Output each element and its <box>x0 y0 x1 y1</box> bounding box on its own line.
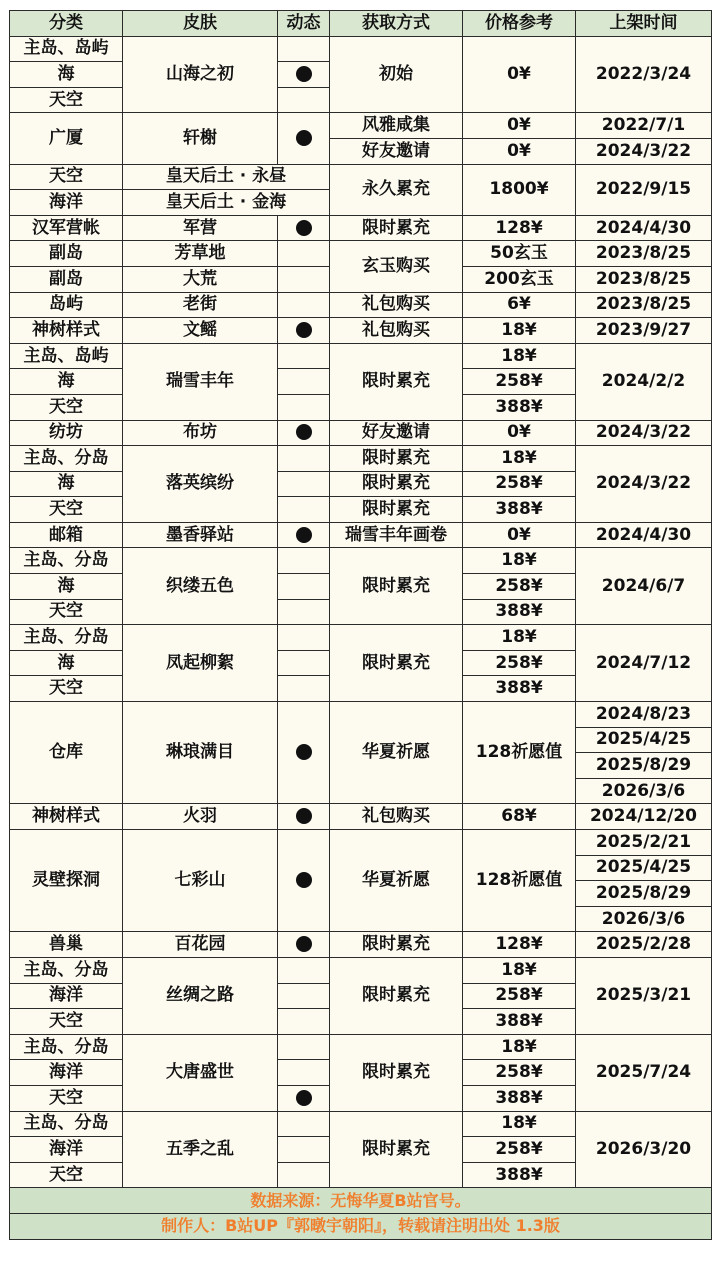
release-date-cell: 2024/8/23 <box>576 702 712 728</box>
skin-cell: 轩榭 <box>123 113 278 164</box>
table-row <box>10 804 712 830</box>
acquisition-cell: 风雅咸集 <box>330 113 463 139</box>
column-header-animated: 动态 <box>278 11 330 37</box>
category-cell: 主岛、岛屿 <box>10 343 123 369</box>
animated-cell <box>278 471 330 497</box>
table-row <box>10 36 712 62</box>
price-cell: 388¥ <box>463 497 576 523</box>
table-row <box>10 522 712 548</box>
acquisition-cell: 永久累充 <box>330 164 463 215</box>
animated-cell <box>278 983 330 1009</box>
column-header-category: 分类 <box>10 11 123 37</box>
animated-dot-icon <box>296 220 312 236</box>
acquisition-cell: 瑞雪丰年画卷 <box>330 522 463 548</box>
price-cell: 50玄玉 <box>463 241 576 267</box>
column-header-acquisition: 获取方式 <box>330 11 463 37</box>
acquisition-cell: 限时累充 <box>330 446 463 472</box>
price-cell: 258¥ <box>463 471 576 497</box>
acquisition-cell: 好友邀请 <box>330 138 463 164</box>
price-cell: 0¥ <box>463 138 576 164</box>
animated-dot-icon <box>296 872 312 888</box>
footer-row <box>10 1188 712 1214</box>
release-date-cell: 2026/3/20 <box>576 1111 712 1188</box>
skin-cell: 老街 <box>123 292 278 318</box>
category-cell: 广厦 <box>10 113 123 164</box>
acquisition-cell: 限时累充 <box>330 1111 463 1188</box>
release-date-cell: 2025/4/25 <box>576 727 712 753</box>
release-date-cell: 2025/7/24 <box>576 1034 712 1111</box>
release-date-cell: 2026/3/6 <box>576 906 712 932</box>
table-row <box>10 1034 712 1060</box>
price-cell: 388¥ <box>463 1009 576 1035</box>
skin-cell: 大荒 <box>123 266 278 292</box>
skin-cell: 布坊 <box>123 420 278 446</box>
category-cell: 天空 <box>10 1162 123 1188</box>
category-cell: 灵壁探洞 <box>10 830 123 932</box>
price-cell: 258¥ <box>463 650 576 676</box>
price-cell: 18¥ <box>463 957 576 983</box>
author-credit: 制作人：B站UP『郭暾宇朝阳』，转载请注明出处 1.3版 <box>10 1213 712 1239</box>
animated-cell <box>278 1111 330 1137</box>
table-row <box>10 932 712 958</box>
animated-dot-icon <box>296 744 312 760</box>
animated-cell <box>278 599 330 625</box>
category-cell: 天空 <box>10 497 123 523</box>
animated-cell <box>278 215 330 241</box>
category-cell: 天空 <box>10 1009 123 1035</box>
release-date-cell: 2024/6/7 <box>576 548 712 625</box>
animated-cell <box>278 266 330 292</box>
animated-cell <box>278 292 330 318</box>
price-cell: 388¥ <box>463 1162 576 1188</box>
release-date-cell: 2024/4/30 <box>576 522 712 548</box>
price-cell: 258¥ <box>463 574 576 600</box>
price-cell: 0¥ <box>463 522 576 548</box>
release-date-cell: 2022/3/24 <box>576 36 712 113</box>
animated-cell <box>278 241 330 267</box>
animated-cell <box>278 932 330 958</box>
animated-cell <box>278 957 330 983</box>
release-date-cell: 2023/8/25 <box>576 292 712 318</box>
price-cell: 18¥ <box>463 343 576 369</box>
animated-cell <box>278 625 330 651</box>
price-cell: 0¥ <box>463 113 576 139</box>
category-cell: 海洋 <box>10 983 123 1009</box>
animated-cell <box>278 676 330 702</box>
skin-table <box>9 10 712 1240</box>
category-cell: 邮箱 <box>10 522 123 548</box>
price-cell: 200玄玉 <box>463 266 576 292</box>
acquisition-cell: 限时累充 <box>330 471 463 497</box>
animated-dot-icon <box>296 936 312 952</box>
release-date-cell: 2025/4/25 <box>576 855 712 881</box>
table-row <box>10 830 712 856</box>
acquisition-cell: 礼包购买 <box>330 292 463 318</box>
category-cell: 仓库 <box>10 702 123 804</box>
release-date-cell: 2025/8/29 <box>576 881 712 907</box>
skin-cell: 军营 <box>123 215 278 241</box>
category-cell: 天空 <box>10 1085 123 1111</box>
price-cell: 0¥ <box>463 36 576 113</box>
acquisition-cell: 限时累充 <box>330 215 463 241</box>
animated-cell <box>278 318 330 344</box>
skin-cell: 文鳐 <box>123 318 278 344</box>
animated-dot-icon <box>296 424 312 440</box>
price-cell: 18¥ <box>463 1034 576 1060</box>
table-row <box>10 113 712 139</box>
category-cell: 天空 <box>10 164 123 190</box>
release-date-cell: 2026/3/6 <box>576 778 712 804</box>
category-cell: 主岛、分岛 <box>10 446 123 472</box>
acquisition-cell: 限时累充 <box>330 625 463 702</box>
release-date-cell: 2024/3/22 <box>576 446 712 523</box>
release-date-cell: 2022/7/1 <box>576 113 712 139</box>
skin-cell: 七彩山 <box>123 830 278 932</box>
animated-cell <box>278 1060 330 1086</box>
acquisition-cell: 好友邀请 <box>330 420 463 446</box>
category-cell: 海 <box>10 62 123 88</box>
animated-cell <box>278 343 330 369</box>
release-date-cell: 2025/3/21 <box>576 957 712 1034</box>
acquisition-cell: 华夏祈愿 <box>330 830 463 932</box>
price-cell: 388¥ <box>463 394 576 420</box>
skin-cell: 凤起柳絮 <box>123 625 278 702</box>
price-cell: 128祈愿值 <box>463 830 576 932</box>
price-cell: 6¥ <box>463 292 576 318</box>
footer-row <box>10 1213 712 1239</box>
acquisition-cell: 初始 <box>330 36 463 113</box>
release-date-cell: 2023/8/25 <box>576 266 712 292</box>
table-row <box>10 215 712 241</box>
animated-cell <box>278 1009 330 1035</box>
acquisition-cell: 限时累充 <box>330 932 463 958</box>
skin-cell: 琳琅满目 <box>123 702 278 804</box>
category-cell: 汉军营帐 <box>10 215 123 241</box>
price-cell: 258¥ <box>463 1060 576 1086</box>
animated-cell <box>278 113 330 164</box>
category-cell: 纺坊 <box>10 420 123 446</box>
category-cell: 副岛 <box>10 241 123 267</box>
category-cell: 岛屿 <box>10 292 123 318</box>
price-cell: 128祈愿值 <box>463 702 576 804</box>
category-cell: 天空 <box>10 676 123 702</box>
price-cell: 128¥ <box>463 932 576 958</box>
animated-cell <box>278 87 330 113</box>
category-cell: 海洋 <box>10 1137 123 1163</box>
animated-cell <box>278 369 330 395</box>
column-header-price: 价格参考 <box>463 11 576 37</box>
acquisition-cell: 限时累充 <box>330 343 463 420</box>
category-cell: 海洋 <box>10 190 123 216</box>
skin-cell: 皇天后土 · 永昼 <box>123 164 330 190</box>
animated-cell <box>278 830 330 932</box>
skin-cell: 瑞雪丰年 <box>123 343 278 420</box>
column-header-skin: 皮肤 <box>123 11 278 37</box>
table-row <box>10 957 712 983</box>
price-cell: 18¥ <box>463 1111 576 1137</box>
skin-cell: 百花园 <box>123 932 278 958</box>
category-cell: 海 <box>10 369 123 395</box>
table-row <box>10 548 712 574</box>
column-header-release-date: 上架时间 <box>576 11 712 37</box>
category-cell: 主岛、分岛 <box>10 625 123 651</box>
animated-cell <box>278 497 330 523</box>
release-date-cell: 2023/8/25 <box>576 241 712 267</box>
table-row <box>10 420 712 446</box>
skin-cell: 织缕五色 <box>123 548 278 625</box>
release-date-cell: 2025/8/29 <box>576 753 712 779</box>
animated-dot-icon <box>296 66 312 82</box>
category-cell: 海 <box>10 574 123 600</box>
skin-cell: 芳草地 <box>123 241 278 267</box>
table-row <box>10 164 712 190</box>
release-date-cell: 2024/4/30 <box>576 215 712 241</box>
acquisition-cell: 华夏祈愿 <box>330 702 463 804</box>
table-row <box>10 625 712 651</box>
animated-cell <box>278 36 330 62</box>
release-date-cell: 2025/2/28 <box>576 932 712 958</box>
price-cell: 18¥ <box>463 625 576 651</box>
acquisition-cell: 限时累充 <box>330 548 463 625</box>
animated-dot-icon <box>296 130 312 146</box>
animated-dot-icon <box>296 527 312 543</box>
release-date-cell: 2024/3/22 <box>576 138 712 164</box>
skin-cell: 山海之初 <box>123 36 278 113</box>
acquisition-cell: 玄玉购买 <box>330 241 463 292</box>
price-cell: 388¥ <box>463 1085 576 1111</box>
price-cell: 388¥ <box>463 676 576 702</box>
category-cell: 兽巢 <box>10 932 123 958</box>
price-cell: 258¥ <box>463 983 576 1009</box>
price-cell: 258¥ <box>463 1137 576 1163</box>
animated-cell <box>278 394 330 420</box>
price-cell: 258¥ <box>463 369 576 395</box>
table-row <box>10 241 712 267</box>
animated-cell <box>278 446 330 472</box>
animated-cell <box>278 1162 330 1188</box>
skin-cell: 墨香驿站 <box>123 522 278 548</box>
animated-cell <box>278 522 330 548</box>
release-date-cell: 2023/9/27 <box>576 318 712 344</box>
category-cell: 海 <box>10 650 123 676</box>
release-date-cell: 2024/3/22 <box>576 420 712 446</box>
release-date-cell: 2024/7/12 <box>576 625 712 702</box>
category-cell: 神树样式 <box>10 318 123 344</box>
category-cell: 海洋 <box>10 1060 123 1086</box>
acquisition-cell: 限时累充 <box>330 1034 463 1111</box>
animated-cell <box>278 804 330 830</box>
category-cell: 主岛、岛屿 <box>10 36 123 62</box>
table-row <box>10 446 712 472</box>
release-date-cell: 2024/2/2 <box>576 343 712 420</box>
category-cell: 主岛、分岛 <box>10 1034 123 1060</box>
table-row <box>10 702 712 728</box>
skin-cell: 大唐盛世 <box>123 1034 278 1111</box>
category-cell: 天空 <box>10 599 123 625</box>
category-cell: 海 <box>10 471 123 497</box>
release-date-cell: 2022/9/15 <box>576 164 712 215</box>
table-row <box>10 1111 712 1137</box>
acquisition-cell: 限时累充 <box>330 957 463 1034</box>
animated-dot-icon <box>296 808 312 824</box>
table-row <box>10 292 712 318</box>
animated-cell <box>278 1137 330 1163</box>
animated-cell <box>278 1034 330 1060</box>
category-cell: 副岛 <box>10 266 123 292</box>
animated-cell <box>278 650 330 676</box>
category-cell: 主岛、分岛 <box>10 548 123 574</box>
acquisition-cell: 礼包购买 <box>330 804 463 830</box>
category-cell: 主岛、分岛 <box>10 957 123 983</box>
header-row <box>10 11 712 37</box>
category-cell: 天空 <box>10 87 123 113</box>
skin-cell: 火羽 <box>123 804 278 830</box>
skin-cell: 皇天后土 · 金海 <box>123 190 330 216</box>
price-cell: 18¥ <box>463 318 576 344</box>
animated-cell <box>278 574 330 600</box>
animated-cell <box>278 1085 330 1111</box>
price-cell: 388¥ <box>463 599 576 625</box>
table-row <box>10 343 712 369</box>
animated-dot-icon <box>296 322 312 338</box>
acquisition-cell: 限时累充 <box>330 497 463 523</box>
price-cell: 0¥ <box>463 420 576 446</box>
release-date-cell: 2025/2/21 <box>576 830 712 856</box>
skin-cell: 落英缤纷 <box>123 446 278 523</box>
animated-cell <box>278 548 330 574</box>
animated-dot-icon <box>296 1090 312 1106</box>
animated-cell <box>278 62 330 88</box>
price-cell: 68¥ <box>463 804 576 830</box>
table-row <box>10 318 712 344</box>
skin-cell: 五季之乱 <box>123 1111 278 1188</box>
animated-cell <box>278 702 330 804</box>
release-date-cell: 2024/12/20 <box>576 804 712 830</box>
price-cell: 18¥ <box>463 548 576 574</box>
price-cell: 18¥ <box>463 446 576 472</box>
animated-cell <box>278 420 330 446</box>
price-cell: 1800¥ <box>463 164 576 215</box>
category-cell: 天空 <box>10 394 123 420</box>
price-cell: 128¥ <box>463 215 576 241</box>
skin-cell: 丝绸之路 <box>123 957 278 1034</box>
acquisition-cell: 礼包购买 <box>330 318 463 344</box>
category-cell: 主岛、分岛 <box>10 1111 123 1137</box>
category-cell: 神树样式 <box>10 804 123 830</box>
data-source-note: 数据来源：无悔华夏B站官号。 <box>10 1188 712 1214</box>
